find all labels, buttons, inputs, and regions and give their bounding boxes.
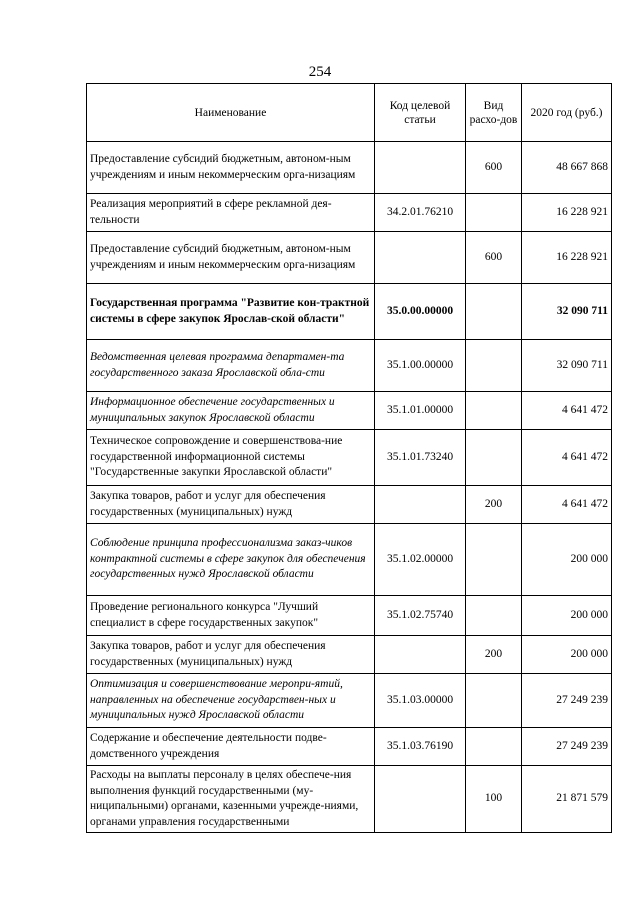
row-kind	[466, 430, 522, 486]
row-name: Государственная программа "Развитие кон-трактной системы в сфере закупок Ярослав-ской области"	[87, 284, 375, 340]
row-name: Реализация мероприятий в сфере рекламной дея-тельности	[87, 194, 375, 232]
row-name: Соблюдение принципа профессионализма заказ-чиков контрактной системы в сфере закупок для обеспечения государственных нужд Ярославской области	[87, 524, 375, 596]
row-code: 35.1.02.75740	[375, 596, 466, 636]
table-row	[87, 674, 612, 728]
table-row	[87, 766, 612, 833]
row-code	[375, 486, 466, 524]
page-number: 254	[308, 64, 332, 80]
row-kind	[466, 194, 522, 232]
row-name: Оптимизация и совершенствование меропри-ятий, направленных на обеспечение государствен-ных и муниципальных нужд Ярославской области	[87, 674, 375, 728]
row-kind: 100	[466, 766, 522, 833]
row-code	[375, 636, 466, 674]
table-row	[87, 636, 612, 674]
row-code: 35.1.00.00000	[375, 340, 466, 392]
table-header-row	[87, 84, 612, 142]
row-sum: 200 000	[522, 596, 612, 636]
header-kind: Вид расхо-дов	[466, 84, 522, 142]
row-kind: 200	[466, 636, 522, 674]
row-kind: 600	[466, 232, 522, 284]
row-code: 35.1.03.76190	[375, 728, 466, 766]
row-name: Проведение регионального конкурса "Лучший специалист в сфере государственных закупок"	[87, 596, 375, 636]
table-row	[87, 728, 612, 766]
row-kind	[466, 728, 522, 766]
row-name: Ведомственная целевая программа департамен-та государственного заказа Ярославской обла-сти	[87, 340, 375, 392]
table-row	[87, 524, 612, 596]
row-name: Содержание и обеспечение деятельности подве-домственного учреждения	[87, 728, 375, 766]
row-code: 35.1.02.00000	[375, 524, 466, 596]
table-row	[87, 284, 612, 340]
table-row	[87, 392, 612, 430]
header-sum: 2020 год (руб.)	[522, 84, 612, 142]
table-row	[87, 596, 612, 636]
row-sum: 4 641 472	[522, 392, 612, 430]
row-sum: 32 090 711	[522, 284, 612, 340]
row-kind: 200	[466, 486, 522, 524]
row-code	[375, 766, 466, 833]
row-kind	[466, 674, 522, 728]
row-name: Закупка товаров, работ и услуг для обеспечения государственных (муниципальных) нужд	[87, 636, 375, 674]
budget-table	[86, 83, 612, 833]
table-row	[87, 142, 612, 194]
row-kind	[466, 392, 522, 430]
row-sum: 48 667 868	[522, 142, 612, 194]
row-name: Закупка товаров, работ и услуг для обеспечения государственных (муниципальных) нужд	[87, 486, 375, 524]
row-name: Расходы на выплаты персоналу в целях обеспече-ния выполнения функций государственными (му-ниципальными) органами, казенными учрежде-ниями, органами управления государственными	[87, 766, 375, 833]
row-sum: 4 641 472	[522, 430, 612, 486]
row-name: Информационное обеспечение государственных и муниципальных закупок Ярославской области	[87, 392, 375, 430]
row-sum: 32 090 711	[522, 340, 612, 392]
table-row	[87, 486, 612, 524]
row-sum: 21 871 579	[522, 766, 612, 833]
row-kind: 600	[466, 142, 522, 194]
row-sum: 27 249 239	[522, 674, 612, 728]
row-kind	[466, 596, 522, 636]
row-sum: 200 000	[522, 636, 612, 674]
row-code: 35.1.01.00000	[375, 392, 466, 430]
row-sum: 16 228 921	[522, 232, 612, 284]
header-code: Код целевой статьи	[375, 84, 466, 142]
table-row	[87, 194, 612, 232]
row-sum: 27 249 239	[522, 728, 612, 766]
row-code: 34.2.01.76210	[375, 194, 466, 232]
row-code: 35.0.00.00000	[375, 284, 466, 340]
row-name: Предоставление субсидий бюджетным, автоном-ным учреждениям и иным некоммерческим орга-низациям	[87, 232, 375, 284]
row-name: Техническое сопровождение и совершенствова-ние государственной информационной системы "Государственные закупки Ярославской области"	[87, 430, 375, 486]
header-name: Наименование	[87, 84, 375, 142]
row-kind	[466, 524, 522, 596]
row-code: 35.1.01.73240	[375, 430, 466, 486]
row-code	[375, 232, 466, 284]
row-sum: 200 000	[522, 524, 612, 596]
table-row	[87, 340, 612, 392]
row-kind	[466, 284, 522, 340]
row-kind	[466, 340, 522, 392]
row-code: 35.1.03.00000	[375, 674, 466, 728]
row-sum: 16 228 921	[522, 194, 612, 232]
table-row	[87, 232, 612, 284]
row-name: Предоставление субсидий бюджетным, автоном-ным учреждениям и иным некоммерческим орга-низациям	[87, 142, 375, 194]
row-sum: 4 641 472	[522, 486, 612, 524]
row-code	[375, 142, 466, 194]
table-row	[87, 430, 612, 486]
